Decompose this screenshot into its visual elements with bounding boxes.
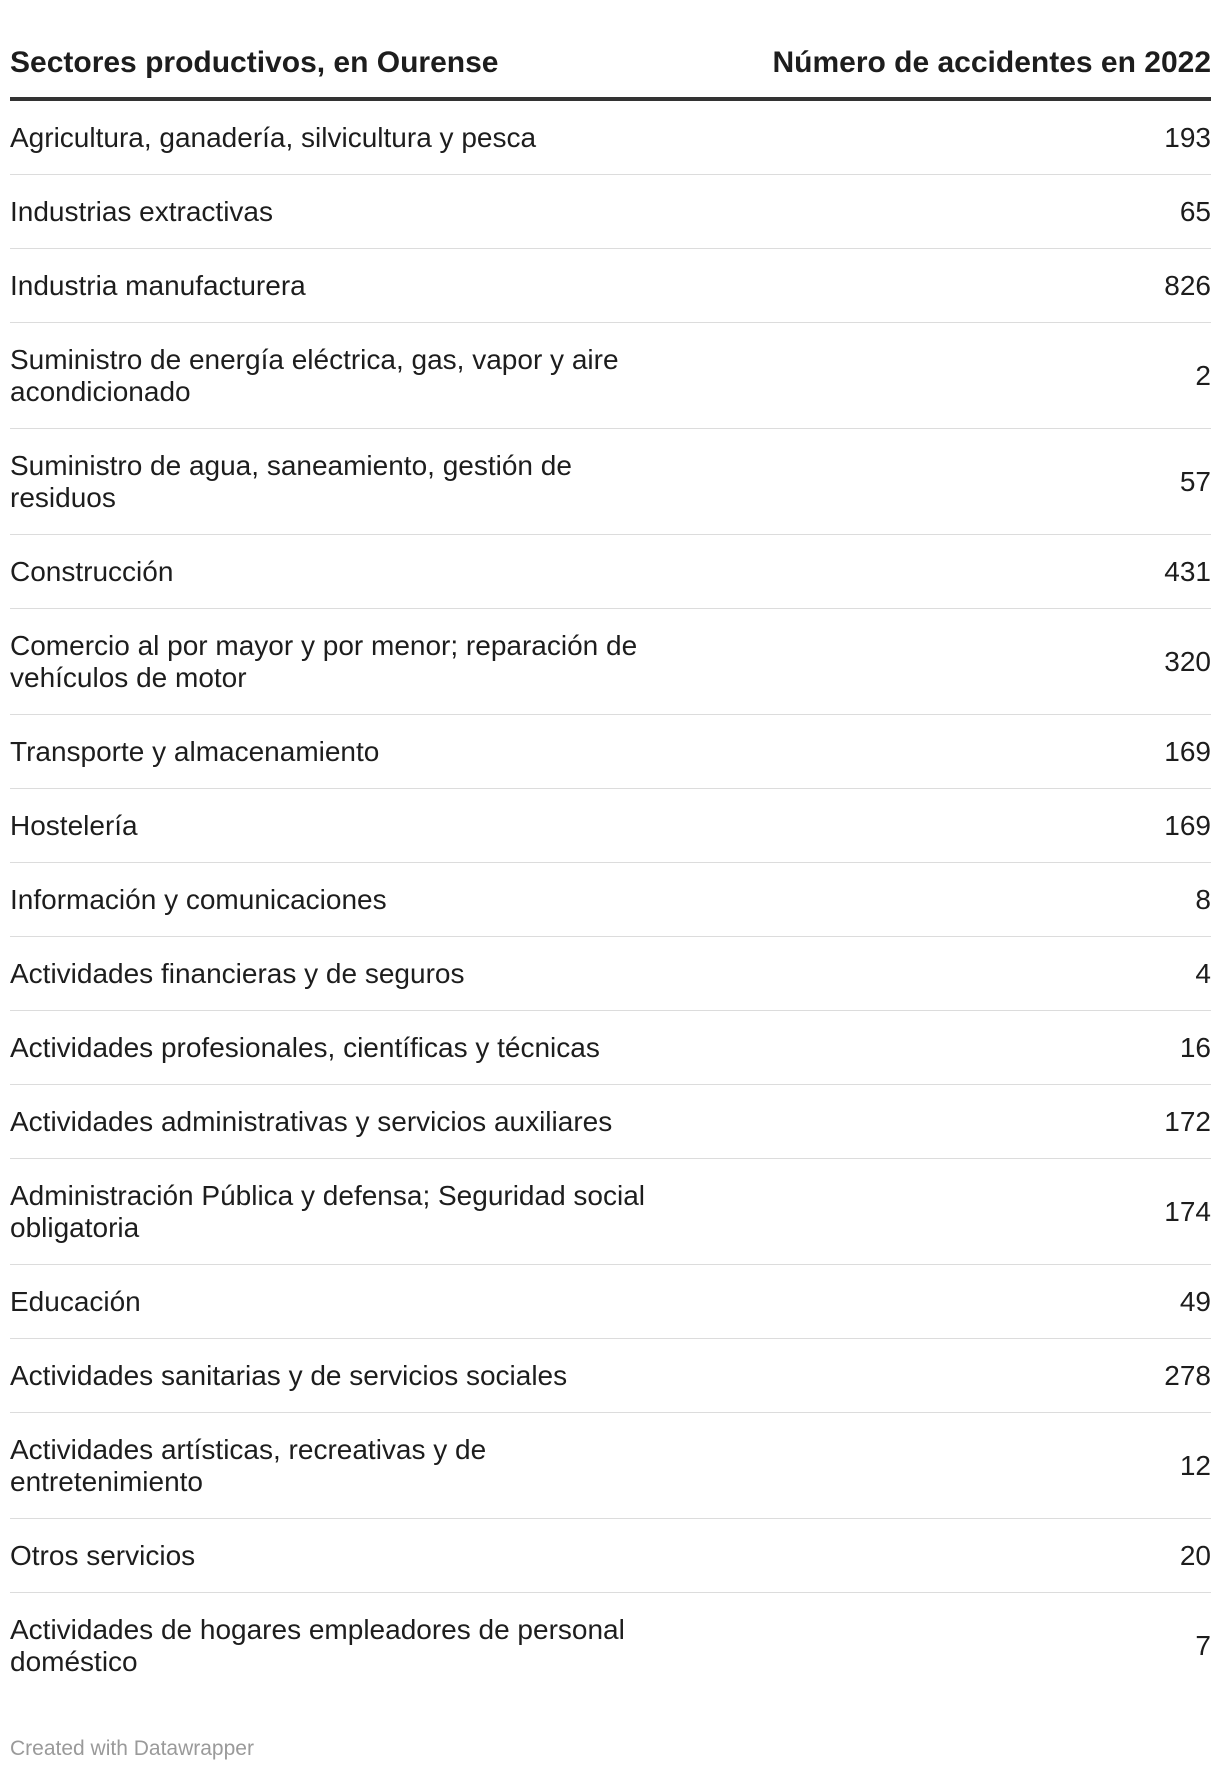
table-row [10,1519,1211,1593]
accident-count: 57 [1179,465,1211,497]
sector-label: Actividades financieras y de seguros [10,957,465,989]
accident-count: 431 [1164,555,1211,587]
table-row [10,101,1211,175]
table-header [10,44,1211,101]
sector-label: Educación [10,1285,141,1317]
sector-label: Actividades artísticas, recreativas y de entretenimiento [10,1433,487,1497]
sector-label: Otros servicios [10,1539,196,1571]
accident-count: 169 [1164,735,1211,767]
sector-label: Actividades profesionales, científicas y técnicas [10,1031,600,1063]
table-row [10,789,1211,863]
accident-count: 16 [1179,1031,1211,1063]
accident-count: 8 [1195,883,1211,915]
sector-label: Actividades sanitarias y de servicios sociales [10,1359,568,1391]
accident-count: 4 [1195,957,1211,989]
table-row [10,1085,1211,1159]
sector-label: Suministro de energía eléctrica, gas, vapor y aire acondicionado [10,343,619,407]
table-row [10,863,1211,937]
sector-label: Agricultura, ganadería, silvicultura y pesca [10,121,537,153]
column-header-sector: Sectores productivos, en Ourense [10,46,499,79]
table-row [10,1339,1211,1413]
accident-count: 7 [1195,1630,1211,1661]
sector-label: Actividades administrativas y servicios auxiliares [10,1105,613,1137]
table-row [10,1593,1211,1699]
table-row [10,1413,1211,1519]
table-body [10,101,1211,1699]
sector-label: Comercio al por mayor y por menor; reparación de vehículos de motor [10,629,638,693]
table-row [10,323,1211,429]
accident-count: 826 [1164,269,1211,301]
sector-label: Administración Pública y defensa; Seguridad social obligatoria [10,1179,646,1243]
data-table [10,0,1211,1699]
table-row [10,535,1211,609]
table-row [10,429,1211,535]
accident-count: 2 [1195,359,1211,391]
sector-label: Información y comunicaciones [10,883,387,915]
table-row [10,249,1211,323]
accident-count: 169 [1164,809,1211,841]
credit-footer: Created with Datawrapper [10,1737,254,1760]
table-row [10,1011,1211,1085]
sector-label: Industria manufacturera [10,269,306,301]
accident-count: 12 [1179,1449,1211,1481]
table-row [10,1265,1211,1339]
table-row [10,1159,1211,1265]
table-row [10,937,1211,1011]
table-row [10,609,1211,715]
sector-label: Industrias extractivas [10,195,273,227]
accident-count: 172 [1164,1105,1211,1137]
sector-label: Actividades de hogares empleadores de personal doméstico [10,1614,625,1677]
table-row [10,175,1211,249]
accident-count: 320 [1164,645,1211,677]
accident-count: 20 [1179,1539,1211,1571]
table-row [10,715,1211,789]
accident-count: 174 [1164,1195,1211,1227]
sector-label: Suministro de agua, saneamiento, gestión de residuos [10,449,572,513]
sector-label: Transporte y almacenamiento [10,735,380,767]
accident-count: 278 [1164,1359,1211,1391]
accident-count: 65 [1179,195,1211,227]
column-header-accidents: Número de accidentes en 2022 [772,46,1211,79]
accident-count: 193 [1164,121,1211,153]
sector-label: Construcción [10,555,174,587]
sector-label: Hostelería [10,809,138,841]
accident-count: 49 [1179,1285,1211,1317]
